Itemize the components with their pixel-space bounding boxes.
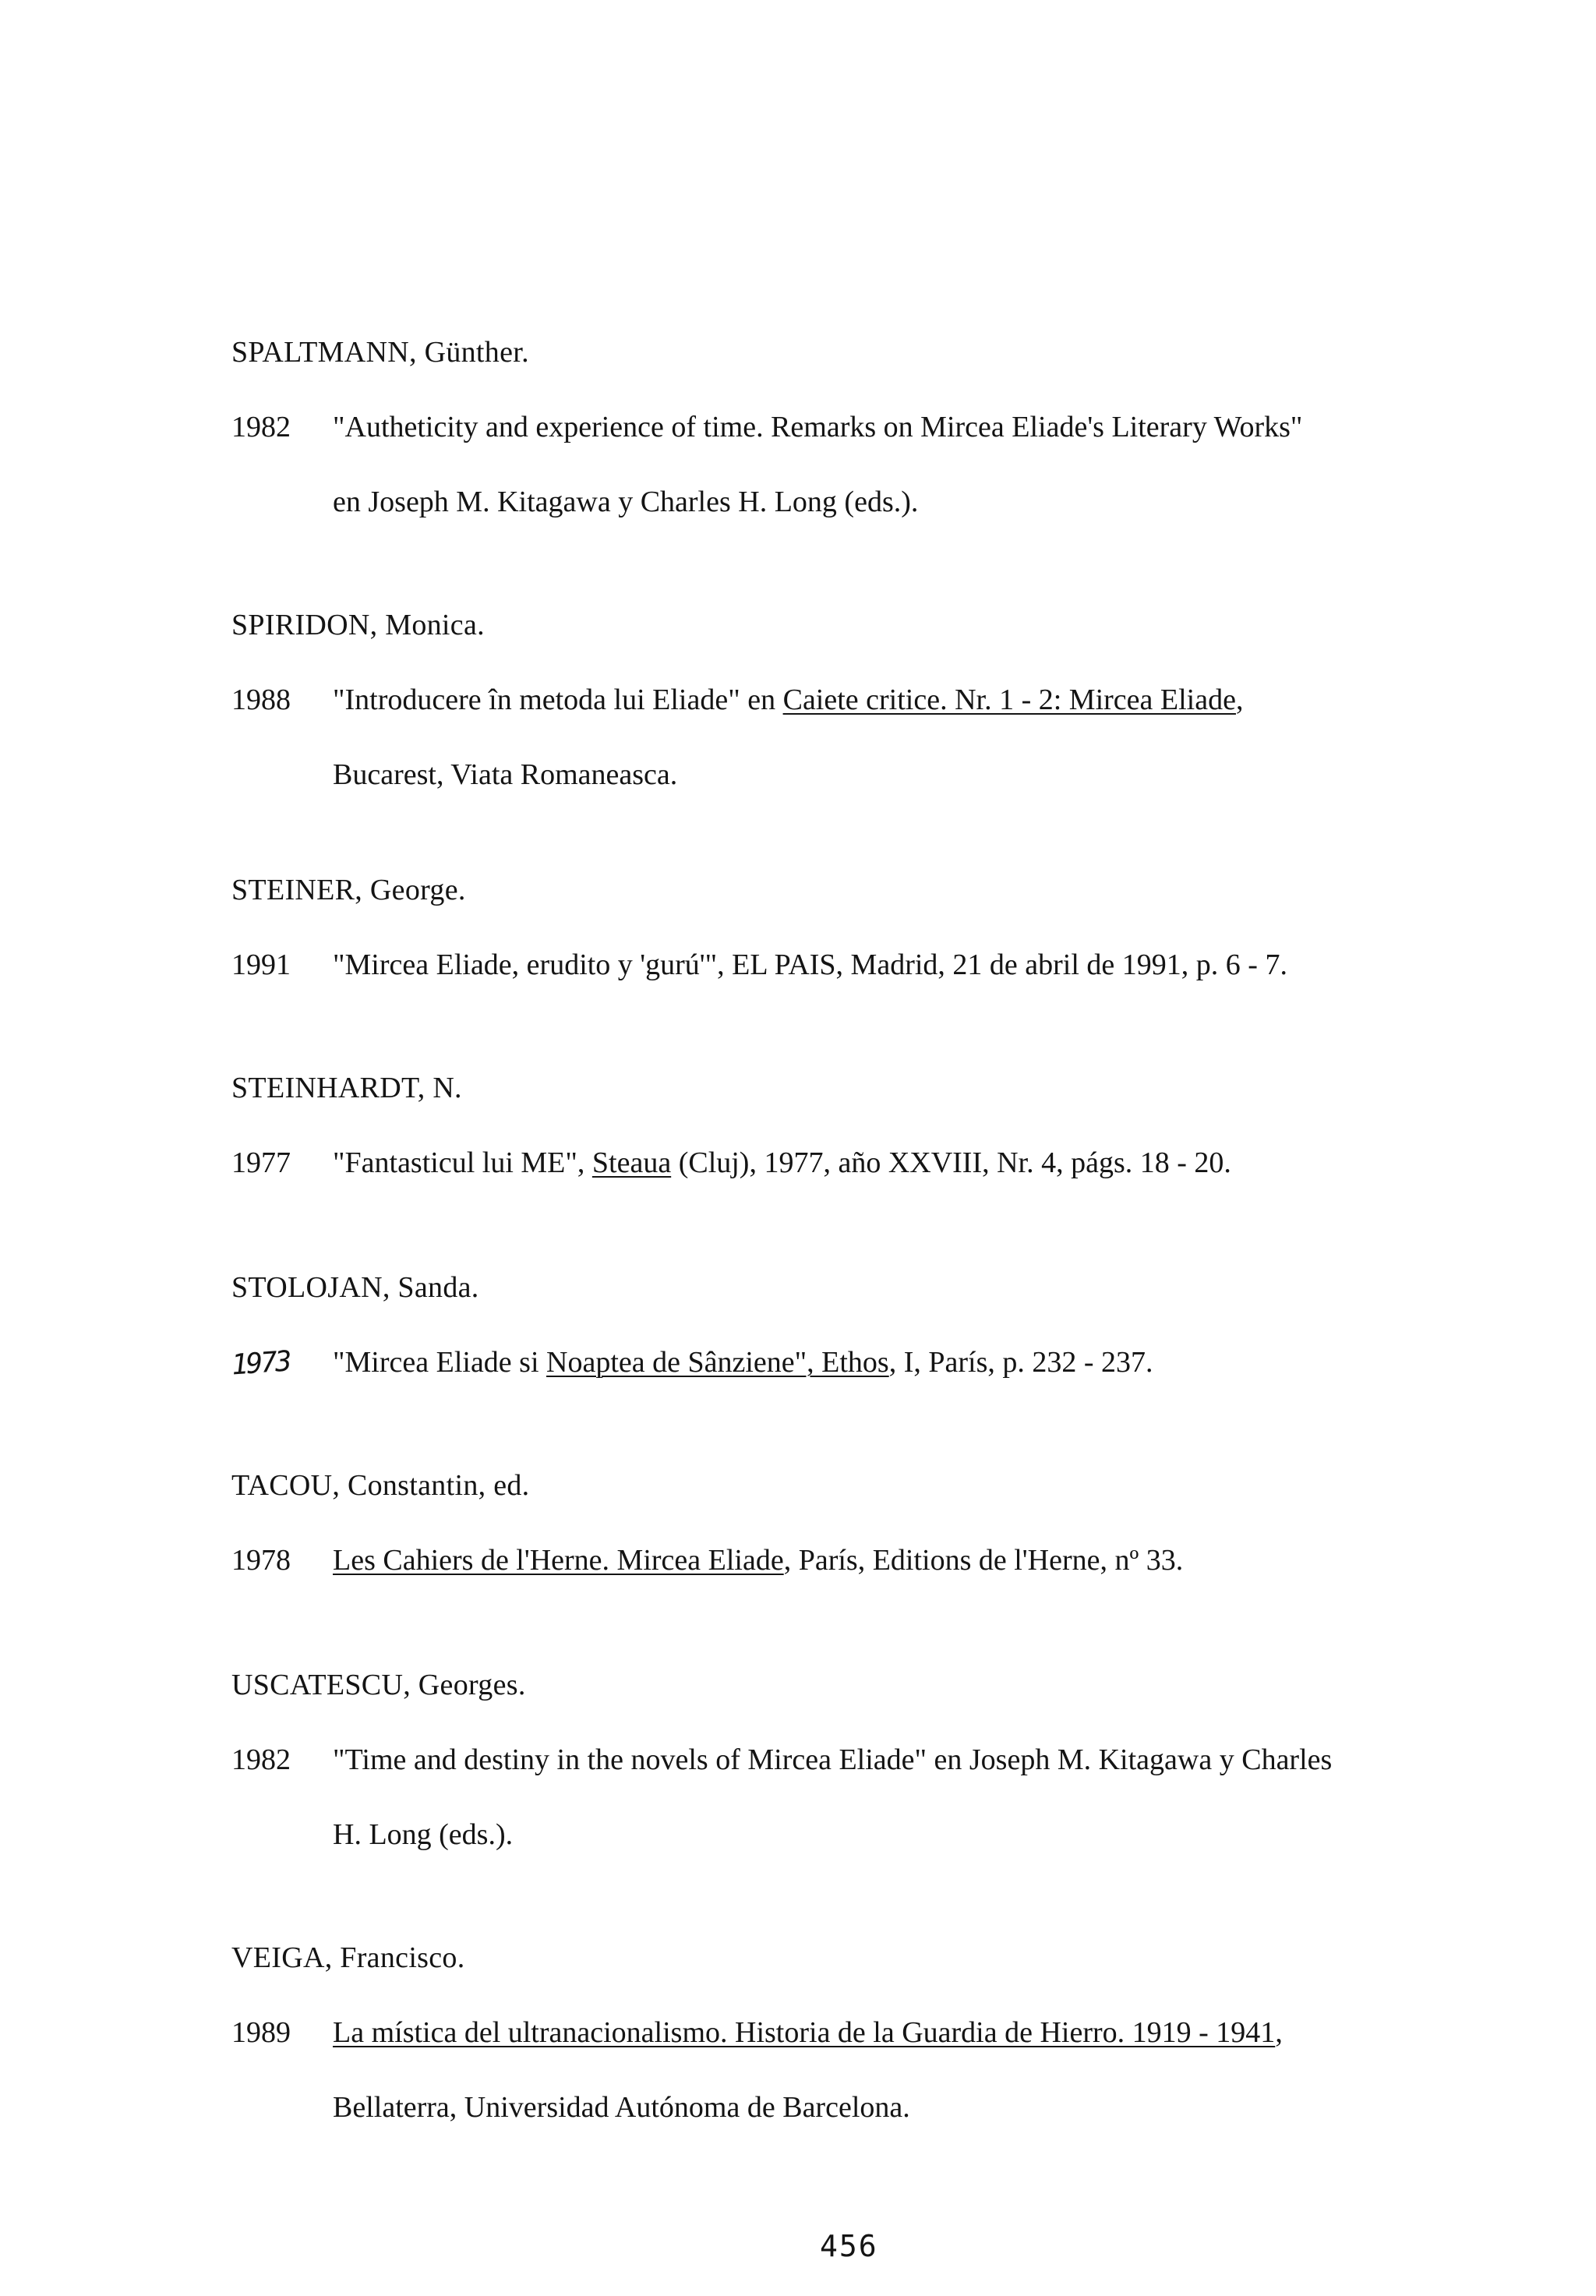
entry-author: SPALTMANN, Günther. (231, 336, 529, 369)
entry-text-plain: , París, Editions de l'Herne, nº 33. (783, 1544, 1184, 1577)
entry-line (231, 2015, 1509, 2050)
entry-line (231, 1543, 1509, 1577)
entry-text (333, 1345, 1153, 1379)
entry-line (231, 683, 1509, 717)
entry-text-plain: "Mircea Eliade si (333, 1346, 547, 1379)
entry-author: VEIGA, Francisco. (231, 1941, 465, 1974)
entry-text-plain: (Cluj), 1977, año XXVIII, Nr. 4, págs. 18 - 20. (671, 1146, 1231, 1179)
entry-continuation (231, 2090, 1509, 2125)
entry-line (231, 1146, 1509, 1180)
entry-continuation (231, 485, 1509, 519)
bibliography-entry (231, 1071, 1509, 1180)
entry-author: USCATESCU, Georges. (231, 1669, 526, 1701)
entry-year: 1977 (231, 1146, 291, 1179)
entry-author: STEINHARDT, N. (231, 1072, 462, 1104)
entry-text (333, 1543, 1183, 1577)
entry-text-plain: , (1275, 2016, 1283, 2049)
entry-line (231, 410, 1509, 444)
entry-text: "Mircea Eliade, erudito y 'gurú'", EL PAIS, Madrid, 21 de abril de 1991, p. 6 - 7. (333, 948, 1287, 981)
entry-text: Bellaterra, Universidad Autónoma de Barcelona. (333, 2091, 910, 2124)
bibliography-entry (231, 1941, 1509, 2125)
entry-line (230, 1345, 1509, 1382)
entry-continuation (231, 1817, 1509, 1852)
entry-text (333, 1146, 1231, 1180)
entry-year-handwritten: 1973 (230, 1345, 291, 1382)
entry-year: 1978 (231, 1544, 291, 1577)
entry-title-underlined: Noaptea de Sânziene", Ethos (546, 1346, 889, 1379)
entry-continuation (231, 758, 1509, 792)
entry-text: en Joseph M. Kitagawa y Charles H. Long (eds.). (333, 486, 919, 518)
entry-author: SPIRIDON, Monica. (231, 609, 485, 641)
entry-year: 1982 (231, 411, 291, 443)
entry-author: STEINER, George. (231, 874, 466, 906)
entry-year: 1982 (231, 1743, 291, 1776)
bibliography-entry (231, 608, 1509, 792)
entry-text-plain: , I, París, p. 232 - 237. (888, 1346, 1153, 1379)
bibliography-entry (230, 1270, 1509, 1382)
entry-text: "Time and destiny in the novels of Mircea Eliade" en Joseph M. Kitagawa y Charles (333, 1743, 1333, 1776)
entry-author: STOLOJAN, Sanda. (231, 1271, 479, 1304)
entry-line (231, 1743, 1509, 1777)
entry-text-plain: "Introducere în metoda lui Eliade" en (333, 684, 783, 716)
bibliography-entry (231, 335, 1509, 519)
page-number: 456 (820, 2229, 878, 2263)
entry-text-plain: , (1235, 684, 1244, 716)
entry-line (231, 948, 1509, 982)
bibliography-entry (231, 1668, 1509, 1852)
entry-year: 1988 (231, 684, 291, 716)
entry-text-plain: "Fantasticul lui ME", (333, 1146, 592, 1179)
entry-text: Bucarest, Viata Romaneasca. (333, 758, 678, 791)
entry-text: H. Long (eds.). (333, 1818, 514, 1851)
entry-title-underlined: Les Cahiers de l'Herne. Mircea Eliade (333, 1544, 784, 1577)
entry-text (333, 2015, 1283, 2050)
entry-title-underlined: Steaua (591, 1146, 672, 1179)
entry-text: "Autheticity and experience of time. Remarks on Mircea Eliade's Literary Works" (333, 411, 1303, 443)
bibliography-entry (231, 873, 1509, 982)
entry-title-underlined: Caiete critice. Nr. 1 - 2: Mircea Eliade (782, 684, 1236, 716)
entry-year: 1991 (231, 948, 291, 981)
entry-year: 1989 (231, 2016, 291, 2049)
entry-author: TACOU, Constantin, ed. (231, 1469, 530, 1502)
entry-title-underlined: La mística del ultranacionalismo. Historia de la Guardia de Hierro. 1919 - 1941 (333, 2016, 1276, 2049)
bibliography-entry (231, 1468, 1509, 1577)
entry-text (333, 683, 1243, 717)
